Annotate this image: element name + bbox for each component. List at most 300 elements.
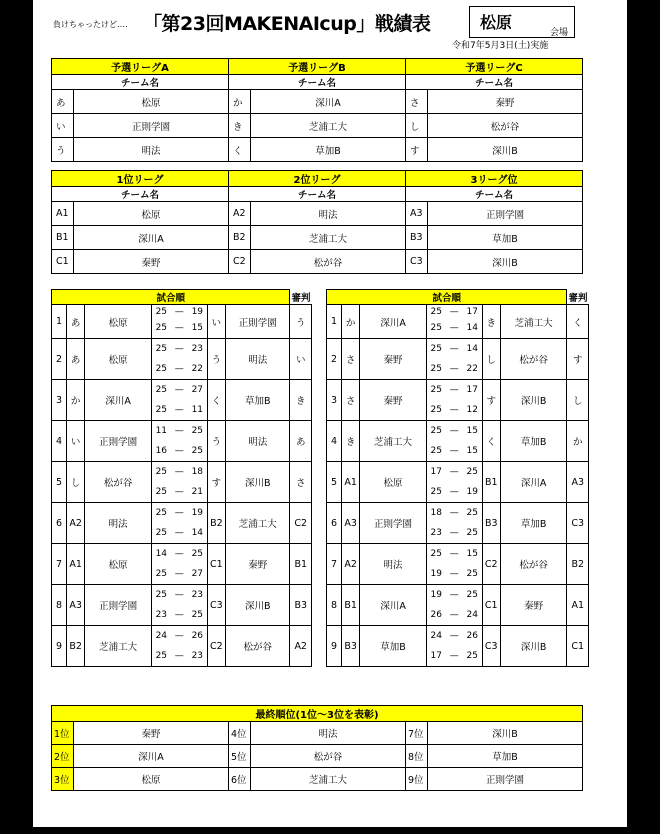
team-name-header: チーム名 xyxy=(52,187,229,202)
home-slot: あ xyxy=(67,305,85,339)
match-order-header: 試合順 xyxy=(52,290,290,305)
team-name: 正則学園 xyxy=(74,114,229,138)
home-team: 深川A xyxy=(360,305,427,339)
away-team: 深川B xyxy=(225,585,289,626)
referee: C2 xyxy=(290,503,312,544)
set2-home-score: 25 xyxy=(151,400,170,421)
referee-header: 審判 xyxy=(568,292,588,304)
score-dash: — xyxy=(171,305,188,319)
set1-away-score: 23 xyxy=(188,585,207,606)
team-name: 芝浦工大 xyxy=(251,114,406,138)
home-team: 秦野 xyxy=(360,380,427,421)
prelim-league-table xyxy=(51,58,583,162)
prelim-row xyxy=(52,90,583,114)
match-number: 4 xyxy=(327,421,342,462)
score-dash: — xyxy=(171,359,188,380)
away-team: 深川B xyxy=(500,380,567,421)
set2-away-score: 27 xyxy=(188,564,207,585)
match-row xyxy=(327,339,589,360)
match-number: 2 xyxy=(52,339,67,380)
away-team: 松が谷 xyxy=(500,339,567,380)
match-row xyxy=(52,380,312,401)
final-ranking-header: 最終順位(1位～3位を表彰) xyxy=(52,706,583,722)
team-name: 松原 xyxy=(74,90,229,114)
home-team: 松原 xyxy=(85,305,152,339)
ranked-team: 深川A xyxy=(74,745,229,768)
score-dash: — xyxy=(171,646,188,667)
team-name-header: チーム名 xyxy=(229,75,406,90)
away-team: 草加B xyxy=(500,503,567,544)
home-team: 正則学園 xyxy=(85,421,152,462)
away-team: 明法 xyxy=(225,339,289,380)
home-team: 正則学園 xyxy=(85,585,152,626)
set2-away-score: 12 xyxy=(463,400,482,421)
set1-home-score: 24 xyxy=(151,626,170,647)
home-team: 松原 xyxy=(360,462,427,503)
score-dash: — xyxy=(171,544,188,565)
set2-home-score: 23 xyxy=(151,605,170,626)
set1-home-score: 25 xyxy=(151,462,170,483)
team-name: 草加B xyxy=(428,226,583,250)
set2-home-score: 25 xyxy=(151,646,170,667)
set1-home-score: 25 xyxy=(151,585,170,606)
team-name: 深川B xyxy=(428,250,583,274)
set1-away-score: 27 xyxy=(188,380,207,401)
set2-home-score: 25 xyxy=(426,482,445,503)
set1-home-score: 19 xyxy=(426,585,445,606)
match-row xyxy=(327,305,589,319)
match-number: 1 xyxy=(52,305,67,339)
set1-away-score: 25 xyxy=(463,462,482,483)
referee: A3 xyxy=(567,462,589,503)
score-dash: — xyxy=(446,359,463,380)
team-name-header: チーム名 xyxy=(406,75,583,90)
away-slot: C1 xyxy=(482,585,500,626)
score-dash: — xyxy=(446,503,463,524)
team-name: 深川A xyxy=(74,226,229,250)
set2-home-score: 17 xyxy=(426,646,445,667)
rank-label: 1位 xyxy=(52,722,74,745)
team-slot-label: A2 xyxy=(229,202,251,226)
set1-away-score: 25 xyxy=(463,585,482,606)
set1-away-score: 25 xyxy=(463,503,482,524)
referee: あ xyxy=(290,421,312,462)
set1-away-score: 23 xyxy=(188,339,207,360)
score-dash: — xyxy=(171,564,188,585)
set1-home-score: 25 xyxy=(426,380,445,401)
home-team: 芝浦工大 xyxy=(360,421,427,462)
home-slot: か xyxy=(342,305,360,339)
second-header-2: 2位リーグ xyxy=(229,171,406,187)
set1-away-score: 25 xyxy=(188,544,207,565)
away-team: 深川B xyxy=(500,626,567,667)
match-row xyxy=(52,626,312,647)
away-slot: B2 xyxy=(207,503,225,544)
set1-home-score: 25 xyxy=(426,339,445,360)
team-name: 秦野 xyxy=(428,90,583,114)
match-row xyxy=(327,380,589,401)
home-team: 草加B xyxy=(360,626,427,667)
set2-home-score: 25 xyxy=(151,318,170,339)
set1-home-score: 11 xyxy=(151,421,170,442)
prelim-row xyxy=(52,138,583,162)
set1-away-score: 19 xyxy=(188,305,207,319)
score-dash: — xyxy=(171,421,188,442)
home-team: 明法 xyxy=(85,503,152,544)
ranked-team: 明法 xyxy=(251,722,406,745)
referee: す xyxy=(567,339,589,380)
ranking-row xyxy=(52,768,583,791)
match-row xyxy=(52,421,312,442)
match-table-right xyxy=(326,289,589,667)
set2-home-score: 25 xyxy=(151,523,170,544)
match-number: 5 xyxy=(52,462,67,503)
match-row xyxy=(327,544,589,565)
team-slot-label: き xyxy=(229,114,251,138)
home-slot: A2 xyxy=(342,544,360,585)
set2-away-score: 25 xyxy=(463,523,482,544)
referee: C3 xyxy=(567,503,589,544)
team-name: 深川B xyxy=(428,138,583,162)
referee: B3 xyxy=(290,585,312,626)
score-dash: — xyxy=(446,605,463,626)
away-slot: C2 xyxy=(207,626,225,667)
home-team: 深川A xyxy=(360,585,427,626)
referee: い xyxy=(290,339,312,380)
set2-away-score: 25 xyxy=(463,646,482,667)
prelim-header-c: 予選リーグC xyxy=(406,59,583,75)
team-name-header: チーム名 xyxy=(406,187,583,202)
page-title: 「第23回MAKENAIcup」戦績表 xyxy=(143,13,431,35)
away-slot: C3 xyxy=(207,585,225,626)
away-slot: C3 xyxy=(482,626,500,667)
home-slot: し xyxy=(67,462,85,503)
away-slot: い xyxy=(207,305,225,339)
home-slot: A1 xyxy=(67,544,85,585)
home-team: 深川A xyxy=(85,380,152,421)
match-number: 4 xyxy=(52,421,67,462)
team-slot-label: A3 xyxy=(406,202,428,226)
score-dash: — xyxy=(171,318,188,339)
set2-away-score: 15 xyxy=(188,318,207,339)
away-slot: す xyxy=(482,380,500,421)
set1-home-score: 14 xyxy=(151,544,170,565)
home-slot: B1 xyxy=(342,585,360,626)
score-dash: — xyxy=(171,400,188,421)
team-name: 明法 xyxy=(251,202,406,226)
match-number: 7 xyxy=(327,544,342,585)
ranking-row xyxy=(52,745,583,768)
rank-label: 2位 xyxy=(52,745,74,768)
set1-away-score: 19 xyxy=(188,503,207,524)
score-dash: — xyxy=(171,585,188,606)
home-slot: い xyxy=(67,421,85,462)
referee: B2 xyxy=(567,544,589,585)
home-team: 松が谷 xyxy=(85,462,152,503)
score-dash: — xyxy=(446,626,463,647)
set2-away-score: 15 xyxy=(463,441,482,462)
away-team: 芝浦工大 xyxy=(500,305,567,339)
rank-label: 9位 xyxy=(406,768,428,791)
home-slot: あ xyxy=(67,339,85,380)
team-name: 松原 xyxy=(74,202,229,226)
set1-away-score: 26 xyxy=(188,626,207,647)
ranked-team: 芝浦工大 xyxy=(251,768,406,791)
team-name: 松が谷 xyxy=(251,250,406,274)
team-slot-label: B3 xyxy=(406,226,428,250)
team-slot-label: C3 xyxy=(406,250,428,274)
away-slot: う xyxy=(207,421,225,462)
score-dash: — xyxy=(446,564,463,585)
home-team: 松原 xyxy=(85,544,152,585)
away-team: 草加B xyxy=(225,380,289,421)
score-dash: — xyxy=(446,339,463,360)
match-row xyxy=(52,339,312,360)
set1-away-score: 17 xyxy=(463,305,482,319)
away-team: 明法 xyxy=(225,421,289,462)
team-slot-label: あ xyxy=(52,90,74,114)
match-number: 8 xyxy=(52,585,67,626)
away-slot: く xyxy=(482,421,500,462)
team-slot-label: か xyxy=(229,90,251,114)
home-slot: A3 xyxy=(342,503,360,544)
set1-away-score: 17 xyxy=(463,380,482,401)
ranked-team: 草加B xyxy=(428,745,583,768)
set2-away-score: 14 xyxy=(463,318,482,339)
team-name: 明法 xyxy=(74,138,229,162)
team-name: 深川A xyxy=(251,90,406,114)
team-slot-label: い xyxy=(52,114,74,138)
referee: う xyxy=(290,305,312,339)
set2-home-score: 16 xyxy=(151,441,170,462)
match-number: 2 xyxy=(327,339,342,380)
set1-away-score: 15 xyxy=(463,544,482,565)
score-dash: — xyxy=(446,482,463,503)
home-slot: A1 xyxy=(342,462,360,503)
team-slot-label: く xyxy=(229,138,251,162)
match-row xyxy=(52,305,312,319)
rank-label: 4位 xyxy=(229,722,251,745)
match-row xyxy=(52,544,312,565)
set2-home-score: 25 xyxy=(151,359,170,380)
home-slot: B3 xyxy=(342,626,360,667)
match-number: 7 xyxy=(52,544,67,585)
ranked-team: 秦野 xyxy=(74,722,229,745)
score-dash: — xyxy=(446,421,463,442)
team-slot-label: う xyxy=(52,138,74,162)
rank-label: 5位 xyxy=(229,745,251,768)
ranked-team: 深川B xyxy=(428,722,583,745)
home-slot: さ xyxy=(342,380,360,421)
match-row xyxy=(52,462,312,483)
home-slot: B2 xyxy=(67,626,85,667)
second-row xyxy=(52,202,583,226)
away-slot: B1 xyxy=(482,462,500,503)
match-row xyxy=(52,503,312,524)
referee-header: 審判 xyxy=(291,292,311,304)
score-dash: — xyxy=(446,523,463,544)
away-team: 松が谷 xyxy=(225,626,289,667)
score-dash: — xyxy=(171,523,188,544)
match-row xyxy=(327,503,589,524)
referee: く xyxy=(567,305,589,339)
score-dash: — xyxy=(446,585,463,606)
away-team: 秦野 xyxy=(500,585,567,626)
match-number: 1 xyxy=(327,305,342,339)
home-team: 正則学園 xyxy=(360,503,427,544)
set1-away-score: 18 xyxy=(188,462,207,483)
away-team: 深川A xyxy=(500,462,567,503)
away-team: 深川B xyxy=(225,462,289,503)
match-order-header: 試合順 xyxy=(327,290,567,305)
set2-home-score: 25 xyxy=(426,400,445,421)
score-dash: — xyxy=(446,441,463,462)
home-slot: き xyxy=(342,421,360,462)
home-team: 明法 xyxy=(360,544,427,585)
score-dash: — xyxy=(171,380,188,401)
set2-away-score: 25 xyxy=(188,605,207,626)
referee: B1 xyxy=(290,544,312,585)
set1-home-score: 25 xyxy=(151,380,170,401)
team-name: 秦野 xyxy=(74,250,229,274)
away-team: 芝浦工大 xyxy=(225,503,289,544)
ranked-team: 松原 xyxy=(74,768,229,791)
team-slot-label: す xyxy=(406,138,428,162)
set2-home-score: 23 xyxy=(426,523,445,544)
home-team: 芝浦工大 xyxy=(85,626,152,667)
match-number: 3 xyxy=(327,380,342,421)
away-slot: B3 xyxy=(482,503,500,544)
away-slot: し xyxy=(482,339,500,380)
score-dash: — xyxy=(171,339,188,360)
match-number: 9 xyxy=(52,626,67,667)
team-slot-label: A1 xyxy=(52,202,74,226)
team-slot-label: B1 xyxy=(52,226,74,250)
team-name-header: チーム名 xyxy=(52,75,229,90)
away-slot: く xyxy=(207,380,225,421)
team-name: 松が谷 xyxy=(428,114,583,138)
team-slot-label: し xyxy=(406,114,428,138)
score-dash: — xyxy=(446,544,463,565)
match-row xyxy=(327,626,589,647)
set1-home-score: 24 xyxy=(426,626,445,647)
set2-home-score: 25 xyxy=(151,482,170,503)
set2-home-score: 25 xyxy=(426,318,445,339)
set1-home-score: 25 xyxy=(151,305,170,319)
score-dash: — xyxy=(446,305,463,319)
home-slot: さ xyxy=(342,339,360,380)
set2-away-score: 14 xyxy=(188,523,207,544)
set2-away-score: 24 xyxy=(463,605,482,626)
match-number: 9 xyxy=(327,626,342,667)
referee: さ xyxy=(290,462,312,503)
set1-home-score: 25 xyxy=(151,339,170,360)
second-league-table xyxy=(51,170,583,274)
home-slot: A3 xyxy=(67,585,85,626)
team-slot-label: C1 xyxy=(52,250,74,274)
set1-away-score: 26 xyxy=(463,626,482,647)
prelim-header-a: 予選リーグA xyxy=(52,59,229,75)
home-team: 秦野 xyxy=(360,339,427,380)
referee: A2 xyxy=(290,626,312,667)
set2-away-score: 23 xyxy=(188,646,207,667)
venue-label: 会場 xyxy=(550,28,569,38)
referee: C1 xyxy=(567,626,589,667)
prelim-row xyxy=(52,114,583,138)
team-slot-label: さ xyxy=(406,90,428,114)
ranked-team: 松が谷 xyxy=(251,745,406,768)
team-slot-label: B2 xyxy=(229,226,251,250)
score-dash: — xyxy=(446,318,463,339)
second-row xyxy=(52,226,583,250)
venue-name: 松原 xyxy=(480,13,513,32)
score-dash: — xyxy=(446,380,463,401)
second-header-3: 3リーグ位 xyxy=(406,171,583,187)
second-header-1: 1位リーグ xyxy=(52,171,229,187)
prelim-header-b: 予選リーグB xyxy=(229,59,406,75)
set2-away-score: 22 xyxy=(463,359,482,380)
referee: き xyxy=(290,380,312,421)
home-team: 松原 xyxy=(85,339,152,380)
away-slot: す xyxy=(207,462,225,503)
set1-away-score: 15 xyxy=(463,421,482,442)
match-number: 5 xyxy=(327,462,342,503)
set1-home-score: 18 xyxy=(426,503,445,524)
away-team: 草加B xyxy=(500,421,567,462)
set2-away-score: 25 xyxy=(188,441,207,462)
away-slot: C2 xyxy=(482,544,500,585)
set1-away-score: 14 xyxy=(463,339,482,360)
set1-home-score: 25 xyxy=(151,503,170,524)
team-slot-label: C2 xyxy=(229,250,251,274)
second-row xyxy=(52,250,583,274)
home-slot: か xyxy=(67,380,85,421)
set2-away-score: 19 xyxy=(463,482,482,503)
match-number: 6 xyxy=(52,503,67,544)
away-team: 松が谷 xyxy=(500,544,567,585)
referee: か xyxy=(567,421,589,462)
score-dash: — xyxy=(171,503,188,524)
referee: A1 xyxy=(567,585,589,626)
team-name-header: チーム名 xyxy=(229,187,406,202)
score-dash: — xyxy=(171,482,188,503)
team-name: 正則学園 xyxy=(428,202,583,226)
venue-box xyxy=(469,6,575,38)
home-slot: A2 xyxy=(67,503,85,544)
rank-label: 6位 xyxy=(229,768,251,791)
set2-away-score: 25 xyxy=(463,564,482,585)
away-team: 秦野 xyxy=(225,544,289,585)
set1-home-score: 25 xyxy=(426,421,445,442)
referee: し xyxy=(567,380,589,421)
match-table-left xyxy=(51,289,312,667)
set1-home-score: 25 xyxy=(426,305,445,319)
set1-home-score: 25 xyxy=(426,544,445,565)
score-dash: — xyxy=(446,400,463,421)
event-date: 令和7年5月3日(土)実施 xyxy=(452,41,549,51)
set2-home-score: 25 xyxy=(426,441,445,462)
match-row xyxy=(327,462,589,483)
match-number: 6 xyxy=(327,503,342,544)
score-dash: — xyxy=(171,462,188,483)
set1-home-score: 17 xyxy=(426,462,445,483)
set2-away-score: 11 xyxy=(188,400,207,421)
set2-home-score: 25 xyxy=(426,359,445,380)
away-slot: C1 xyxy=(207,544,225,585)
rank-label: 3位 xyxy=(52,768,74,791)
score-sheet xyxy=(33,0,627,827)
away-slot: き xyxy=(482,305,500,339)
